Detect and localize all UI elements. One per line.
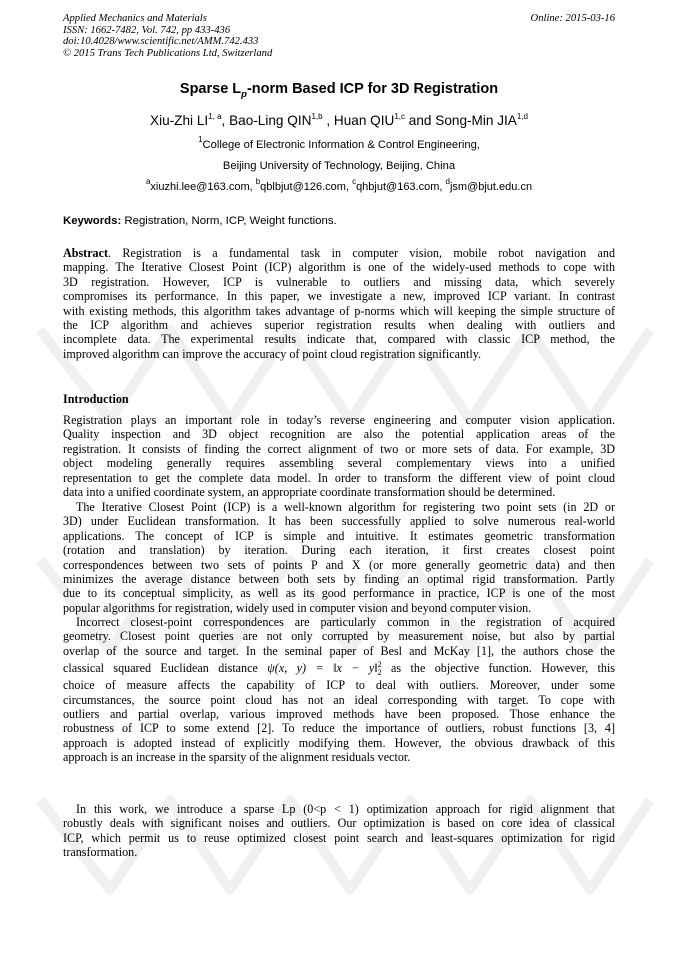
- journal-header: [63, 13, 272, 59]
- issn: ISSN: 1662-7482, Vol. 742, pp 433-436: [63, 24, 231, 36]
- section-heading-introduction: Introduction: [63, 392, 129, 406]
- keywords: Keywords: Registration, Norm, ICP, Weight functions.: [63, 215, 337, 227]
- abstract: Abstract. Registration is a fundamental task in computer vision, mobile robot navigation and mapping. The Iterative Closest Point (ICP) algorithm is one of the widely-used methods to cope with 3D registration. However, ICP is vulnerable to outliers and missing data, which severely compromises its performance. In this paper, we investigate a new, improved ICP variant. In contrast with existing methods, this algorithm takes advantage of p-norms which will keeping the simple structure of the ICP algorithm and achieves superior registration results when dealing with outliers and incomplete data. The experimental results indicate that, compared with classic ICP method, the improved algorithm can improve the accuracy of point cloud registration significantly.: [63, 246, 615, 361]
- affiliation-line-1: $^1$College of Electronic Information & Control Engineering,: [198, 135, 480, 151]
- author: Bao-Ling QIN: [229, 113, 312, 128]
- author: Xiu-Zhi LI: [150, 113, 209, 128]
- affiliation-line-2: Beijing University of Technology, Beijing, China: [222, 160, 456, 172]
- paper-title: Sparse $L_p$-norm Based ICP for 3D Registration: [179, 81, 499, 100]
- abstract-label: Abstract: [63, 246, 109, 260]
- online-date: Online: 2015-03-16: [530, 13, 615, 24]
- author: Huan QIU: [333, 113, 395, 128]
- doi: doi:10.4028/www.scientific.net/AMM.742.433: [63, 36, 259, 48]
- intro-paragraph-1: Registration plays an important role in today’s reverse engineering and computer vision application. Quality inspection and 3D object recognition are also the potential application areas of the registration. It consists of finding the correct alignment of two or more sets of data. For example, 3D object modeling generally requires assembling several complementary views into a unified representation to get the complete data model. In order to transform the different view of point cloud data into a unified coordinate system, an appropriate coordinate transformation should be determined.: [63, 413, 615, 500]
- copyright: © 2015 Trans Tech Publications Ltd, Switzerland: [63, 47, 273, 59]
- intro-paragraph-4: In this work, we introduce a sparse Lp (0<p < 1) optimization approach for rigid alignment that robustly deals with significant noises and outliers. Our optimization is based on core idea of classical ICP, which permit us to reuse optimized closest point search and least-squares optimization for rigid transformation.: [63, 802, 615, 860]
- intro-paragraph-3: Incorrect closest-point correspondences are particularly common in the registration of acquired geometry. Closest point queries are not only corrupted by measurement noise, but also by partial overlap of the source and target. In the seminal paper of Besl and McKay [1], the authors chose the classical squared Euclidean distance ψ(x, y) = ‖x − y‖ 2 2 as the objective function. However, this choice of measure affects the capability of ICP to deal with outliers. Moreover, under some circumstances, the source point cloud has not an ideal corresponding with target. To cope with outliers and partial overlap, various improved methods have been proposed. Those enhance the robustness of ICP to some extend [2]. To reduce the importance of outliers, robust functions [3, 4] approach is adopted instead of explicitly modifying them. However, the obvious drawback of this approach is an increase in the sparsity of the alignment residuals vector.: [63, 615, 616, 765]
- author-list: Xiu-Zhi LI$^{1, a}$, Bao-Ling QIN$^{1,b}$ , Huan QIU$^{1,c}$ and Song-Min JIA$^{1,d}$: [150, 112, 528, 128]
- keywords-label: Keywords:: [63, 215, 122, 227]
- intro-paragraph-2: The Iterative Closest Point (ICP) is a well-known algorithm for registering two point sets (in 2D or 3D) under Euclidean transformation. It has been successfully applied to solve numerous real-world applications. The concept of ICP is simple and intuitive. It estimates geometric transformation (rotation and translation) by iteration. During each iteration, it first creates closest point correspondences between two sets of points P and X (or more generally geometric data) and then minimizes the average distance between both sets by finding an optimal rigid transformation. Partly due to its conceptual simplicity, as well as its good performance in practice, ICP is one of the most popular algorithms for registration, widely used in computer vision and beyond computer vision.: [63, 500, 615, 615]
- author-emails: $^a$xiuzhi.lee@163.com, $^b$qblbjut@126.com, $^c$qhbjut@163.com, $^d$jsm@bjut.edu.cn: [145, 177, 533, 193]
- distance-formula: ψ(x, y) = ‖x − y‖ 2 2: [267, 660, 382, 678]
- author: Song-Min JIA: [435, 113, 517, 128]
- journal-name: Applied Mechanics and Materials: [63, 13, 207, 24]
